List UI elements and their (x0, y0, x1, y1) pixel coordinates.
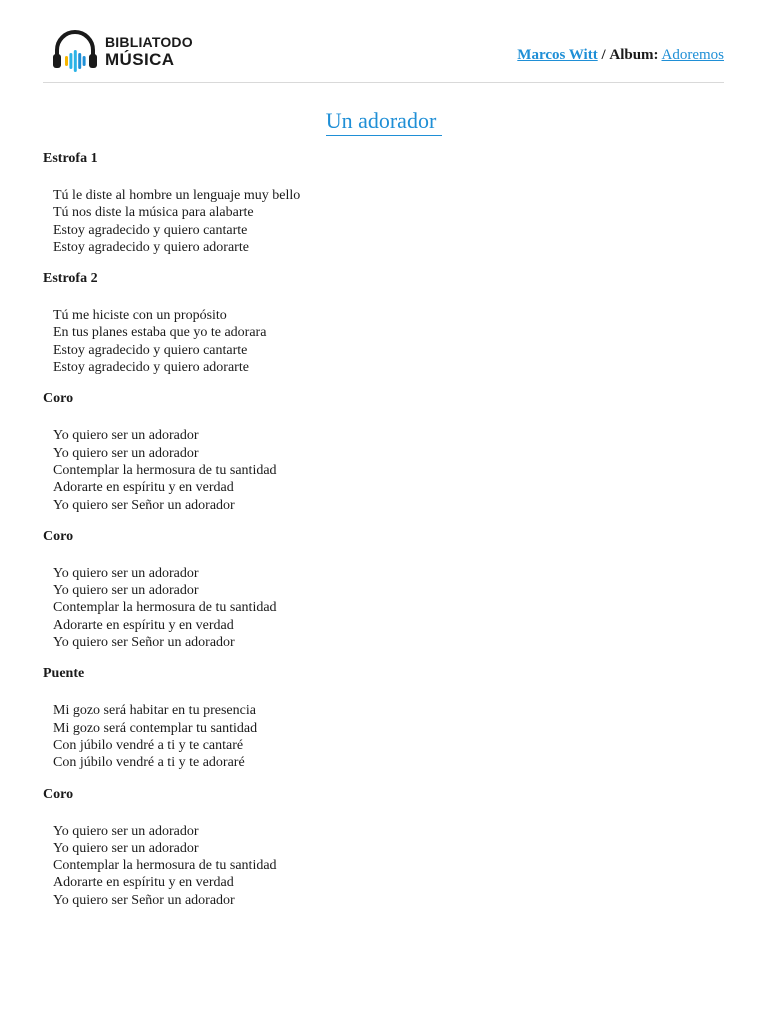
breadcrumb-separator: / (601, 47, 606, 63)
album-label: Album: (609, 47, 659, 63)
song-title-wrapper (0, 108, 768, 136)
lyric-line: Mi gozo será habitar en tu presencia (53, 703, 256, 719)
logo-wordmark (105, 35, 193, 68)
headphones-equalizer-icon (51, 28, 99, 74)
lyric-line: Yo quiero ser un adorador (53, 823, 199, 839)
logo-eq-bar (69, 53, 72, 69)
section-lines (43, 307, 724, 376)
lyrics-section (43, 528, 724, 651)
lyric-line: Adorarte en espíritu y en verdad (53, 480, 234, 496)
section-lines (43, 702, 724, 771)
lyric-line: Contemplar la hermosura de tu santidad (53, 600, 277, 616)
section-lines (43, 823, 724, 909)
logo-line-1: BIBLIATODO (105, 33, 193, 50)
lyric-line: Adorarte en espíritu y en verdad (53, 875, 234, 891)
lyric-line: Yo quiero ser un adorador (53, 428, 199, 444)
lyric-line: Estoy agradecido y quiero cantarte (53, 342, 248, 358)
section-label: Estrofa 1 (43, 151, 98, 166)
lyrics-section (43, 665, 724, 771)
lyric-line: Mi gozo será contemplar tu santidad (53, 720, 258, 736)
lyrics-section (43, 786, 724, 909)
lyric-line: Yo quiero ser un adorador (53, 583, 199, 599)
album-link[interactable]: Adoremos (661, 47, 724, 63)
logo-eq-bar (78, 53, 81, 69)
lyric-line: Yo quiero ser Señor un adorador (53, 635, 235, 651)
lyrics-section (43, 150, 724, 256)
lyric-line: Yo quiero ser un adorador (53, 840, 199, 856)
lyric-line: Contemplar la hermosura de tu santidad (53, 858, 277, 874)
section-lines (43, 565, 724, 651)
logo-eq-bar (83, 56, 86, 66)
lyric-line: Yo quiero ser un adorador (53, 445, 199, 461)
page-header (43, 24, 724, 83)
lyrics-body (43, 150, 724, 923)
lyric-line: En tus planes estaba que yo te adorara (53, 325, 267, 341)
section-label: Coro (43, 391, 74, 407)
section-lines (43, 427, 724, 513)
section-label: Estrofa 2 (43, 271, 98, 287)
lyric-line: Con júbilo vendré a ti y te adoraré (53, 755, 245, 771)
artist-link[interactable]: Marcos Witt (517, 47, 598, 63)
site-logo[interactable] (51, 28, 193, 74)
lyric-line: Yo quiero ser Señor un adorador (53, 892, 235, 908)
logo-eq-bar (65, 56, 68, 66)
section-label: Puente (43, 666, 85, 682)
lyric-line: Adorarte en espíritu y en verdad (53, 617, 234, 633)
lyrics-section (43, 390, 724, 513)
section-label: Coro (43, 786, 74, 802)
breadcrumb (517, 47, 724, 64)
lyric-line: Tú le diste al hombre un lenguaje muy bello (53, 188, 301, 203)
logo-eq-bar (74, 50, 77, 72)
lyric-line: Tú me hiciste con un propósito (53, 308, 227, 324)
section-lines (43, 187, 724, 256)
logo-line-2: MÚSICA (105, 49, 175, 69)
lyric-line: Estoy agradecido y quiero adorarte (53, 360, 249, 376)
lyric-line: Tú nos diste la música para alabarte (53, 205, 254, 221)
lyric-line: Con júbilo vendré a ti y te cantaré (53, 737, 244, 753)
section-label: Coro (43, 528, 74, 544)
lyric-line: Yo quiero ser Señor un adorador (53, 497, 235, 513)
lyric-line: Estoy agradecido y quiero adorarte (53, 239, 249, 255)
lyric-line: Contemplar la hermosura de tu santidad (53, 462, 277, 478)
song-title[interactable]: Un adorador (326, 108, 443, 136)
lyric-line: Estoy agradecido y quiero cantarte (53, 222, 248, 238)
lyrics-section (43, 270, 724, 376)
lyric-line: Yo quiero ser un adorador (53, 565, 199, 581)
